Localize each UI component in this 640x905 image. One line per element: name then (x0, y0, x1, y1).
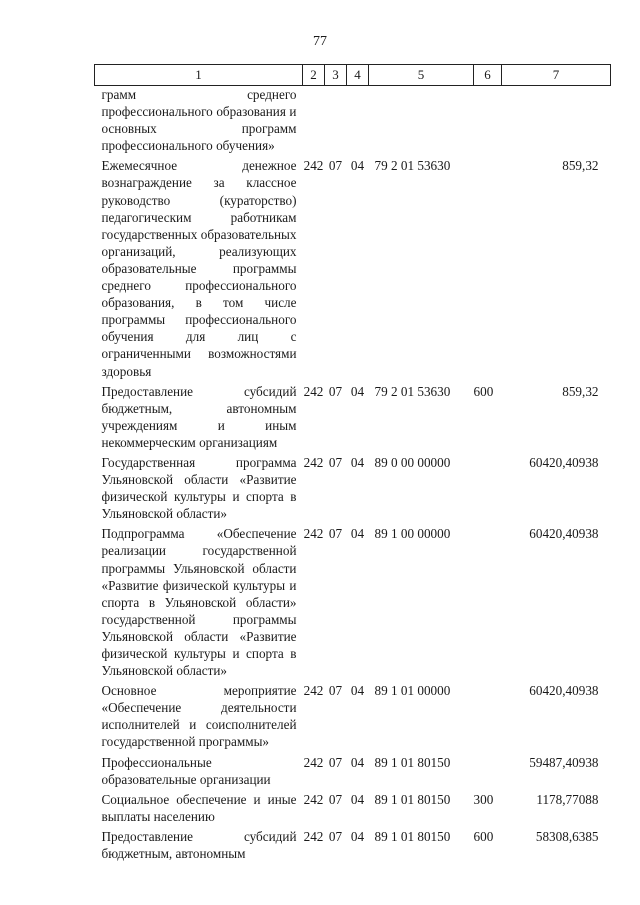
header-col-1: 1 (95, 65, 303, 86)
row-grbs: 242 (303, 828, 324, 844)
table-row (95, 791, 611, 828)
row-grbs (303, 86, 325, 158)
row-target-article: 79 2 01 53630 (374, 158, 451, 174)
table-row (95, 754, 611, 791)
row-target-article: 89 1 01 80150 (374, 828, 451, 844)
row-section (325, 86, 347, 158)
row-target-article: 79 2 01 53630 (374, 383, 451, 399)
row-name: Профессиональные образовательные организации (101, 754, 271, 787)
row-grbs: 242 (303, 683, 324, 699)
row-sum: 59487,40938 (529, 754, 599, 770)
row-grbs: 242 (303, 158, 324, 174)
header-col-6: 6 (474, 65, 502, 86)
header-col-2: 2 (303, 65, 325, 86)
row-grbs: 242 (303, 383, 324, 399)
row-expense-type (474, 682, 502, 753)
row-subsection (347, 86, 369, 158)
table-row (95, 157, 611, 382)
header-col-3: 3 (325, 65, 347, 86)
row-target-article (369, 86, 474, 158)
row-section: 07 (328, 526, 343, 542)
table-row (95, 525, 611, 682)
row-subsection: 04 (350, 683, 365, 699)
row-section: 07 (328, 828, 343, 844)
row-section: 07 (328, 454, 343, 470)
table-row (95, 383, 611, 454)
header-col-4: 4 (347, 65, 369, 86)
header-col-5: 5 (369, 65, 474, 86)
row-name: Государственная программа Ульяновской области «Развитие физической культуры и спорта в Ульяновской области» (101, 454, 297, 522)
header-col-7: 7 (502, 65, 611, 86)
row-name: грамм среднего профессионального образования и основных программ профессионального обучения» (101, 87, 297, 154)
row-sum (502, 86, 611, 158)
row-expense-type (474, 454, 502, 525)
row-expense-type: 600 (473, 383, 494, 399)
row-subsection: 04 (350, 454, 365, 470)
row-name: Предоставление субсидий бюджетным, автономным учреждениям и иным некоммерческим организациям (101, 383, 297, 450)
row-grbs: 242 (303, 454, 324, 470)
row-name: Подпрограмма «Обеспечение реализации государственной программы Ульяновской области «Развитие физической культуры и спорта в Ульяновской области» государственной программы Ульяновской области «Развитие физической культуры и спорта в Ульяновской области» (101, 526, 297, 679)
row-target-article: 89 1 00 00000 (374, 526, 451, 542)
row-expense-type: 600 (473, 828, 494, 844)
row-section: 07 (328, 683, 343, 699)
row-expense-type (474, 754, 502, 791)
row-section: 07 (328, 754, 343, 770)
row-subsection: 04 (350, 158, 365, 174)
row-subsection: 04 (350, 791, 365, 807)
row-section: 07 (328, 158, 343, 174)
row-subsection: 04 (350, 526, 365, 542)
row-target-article: 89 1 01 00000 (374, 683, 451, 699)
row-subsection: 04 (350, 754, 365, 770)
row-expense-type: 300 (473, 791, 494, 807)
table-row (95, 682, 611, 753)
budget-table (94, 64, 611, 865)
row-name: Основное мероприятие «Обеспечение деятельности исполнителей и соисполнителей государственной программы» (101, 683, 297, 750)
row-target-article: 89 0 00 00000 (374, 454, 451, 470)
page-number: 77 (313, 34, 327, 49)
row-sum: 859,32 (562, 383, 599, 399)
row-sum: 60420,40938 (529, 526, 599, 542)
row-expense-type (474, 157, 502, 382)
row-grbs: 242 (303, 526, 324, 542)
row-expense-type (474, 525, 502, 682)
row-name: Социальное обеспечение и иные выплаты населению (101, 791, 297, 824)
row-target-article: 89 1 01 80150 (374, 754, 451, 770)
table-row (95, 454, 611, 525)
row-sum: 60420,40938 (529, 683, 599, 699)
row-name: Предоставление субсидий бюджетным, автономным (101, 828, 297, 862)
table-row (95, 86, 611, 158)
row-subsection: 04 (350, 383, 365, 399)
row-expense-type (474, 86, 502, 158)
table-header-row (95, 65, 611, 86)
row-section: 07 (328, 791, 343, 807)
row-grbs: 242 (303, 754, 324, 770)
table-row (95, 828, 611, 865)
row-grbs: 242 (303, 791, 324, 807)
row-sum: 1178,77088 (536, 791, 599, 807)
row-name: Ежемесячное денежное вознаграждение за классное руководство (кураторство) педагогическим работникам государственных образовательных организаций, реализующих образовательные программы среднего профессионального образования, в том числе программы профессионального обучения для лиц с ограниченными возможностями здоровья (101, 158, 297, 379)
row-sum: 859,32 (562, 158, 599, 174)
row-sum: 58308,6385 (535, 828, 599, 844)
row-target-article: 89 1 01 80150 (374, 791, 451, 807)
row-section: 07 (328, 383, 343, 399)
row-subsection: 04 (350, 828, 365, 844)
row-sum: 60420,40938 (529, 454, 599, 470)
